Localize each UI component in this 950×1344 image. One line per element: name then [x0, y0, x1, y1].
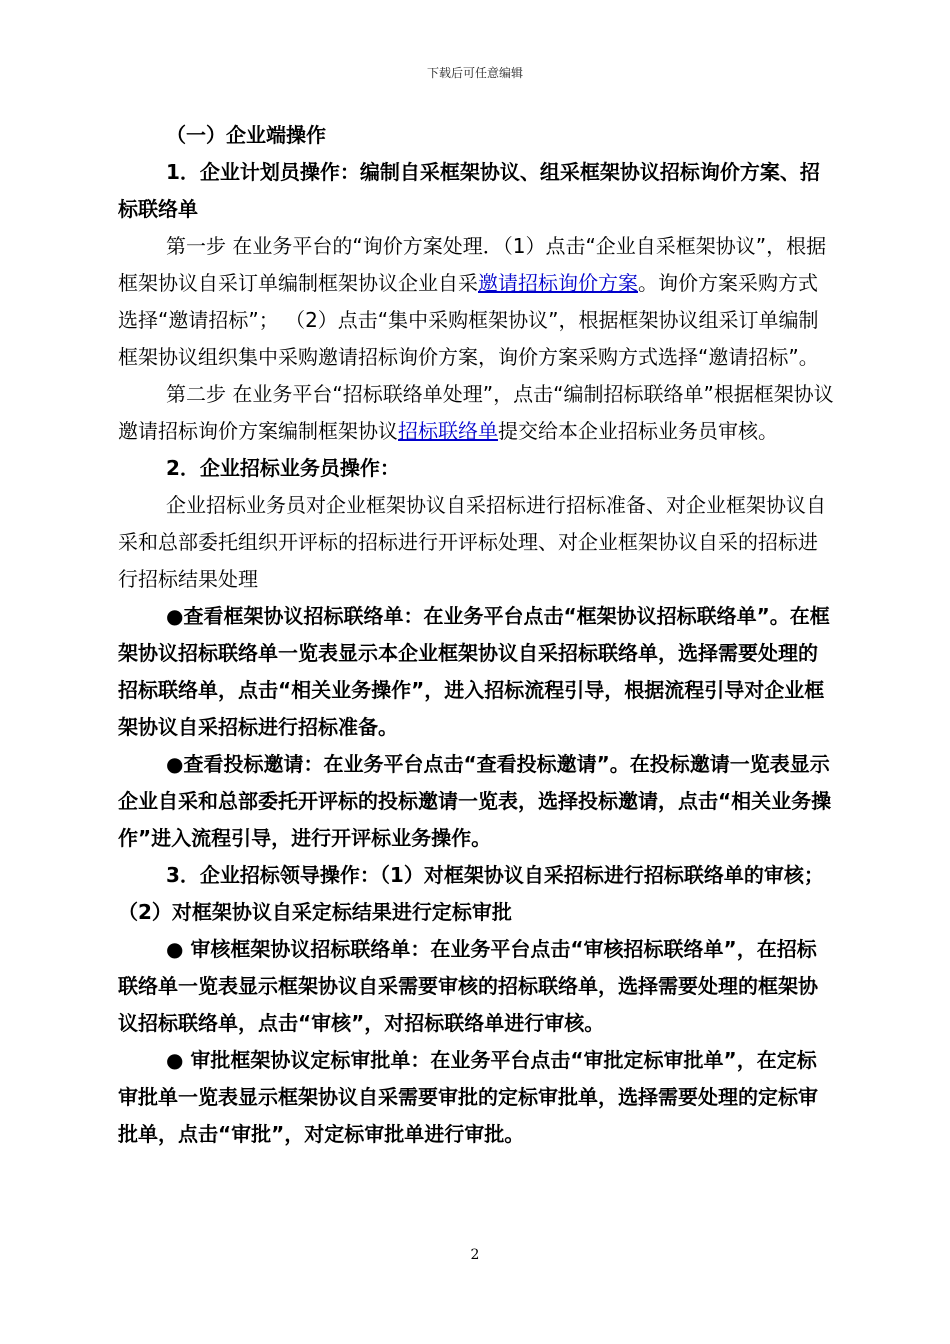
step-2-paragraph: [118, 376, 834, 450]
bullet-view-bid-invitation: ●查看投标邀请：在业务平台点击“查看投标邀请”。在投标邀请一览表显示企业自采和总部委托开评标的投标邀请一览表，选择投标邀请，点击“相关业务操作”进入流程引导，进行开评标业务操作。: [118, 752, 832, 850]
step-1-text-a: 第一步 在业务平台的“询价方案处理．（1）点击“企业自采框架协议”，根据框架协议自采订单编制框架协议企业自采: [118, 234, 827, 295]
item-2-title: 2．企业招标业务员操作：: [166, 456, 400, 480]
section-title: （一）企业端操作: [166, 123, 326, 147]
bullet-review-contact-sheet: ● 审核框架协议招标联络单：在业务平台点击“审核招标联络单”，在招标联络单一览表显示框架协议自采需要审核的招标联络单，选择需要处理的框架协议招标联络单，点击“审核”，对招标联络单进行审核。: [118, 937, 818, 1035]
document-body: [118, 117, 834, 1153]
step-2-text-a: 第二步 在业务平台“招标联络单处理”，点击“编制招标联络单”根据框架协议邀请招标询价方案编制框架协议: [118, 382, 834, 443]
page-number: 2: [470, 1247, 480, 1263]
step-2-text-b: 提交给本企业招标业务员审核。: [498, 419, 778, 443]
item-2-body: 企业招标业务员对企业框架协议自采招标进行招标准备、对企业框架协议自采和总部委托组织开评标的招标进行开评标处理、对企业框架协议自采的招标进行招标结果处理: [118, 493, 826, 591]
inquiry-plan-link[interactable]: 邀请招标询价方案: [478, 271, 638, 295]
item-3-title: 3．企业招标领导操作：（1）对框架协议自采招标进行招标联络单的审核；（2）对框架协议自采定标结果进行定标审批: [118, 863, 824, 924]
bid-contact-sheet-link[interactable]: 招标联络单: [398, 419, 498, 443]
page-header: 下载后可任意编辑: [426, 66, 523, 80]
item-1-title: 1．企业计划员操作：编制自采框架协议、组采框架协议招标询价方案、招标联络单: [118, 160, 820, 221]
bullet-approve-award-sheet: ● 审批框架协议定标审批单：在业务平台点击“审批定标审批单”，在定标审批单一览表显示框架协议自采需要审批的定标审批单，选择需要处理的定标审批单，点击“审批”，对定标审批单进行审批。: [118, 1048, 818, 1146]
step-1-paragraph: [118, 228, 834, 376]
bullet-view-contact-sheet: ●查看框架协议招标联络单：在业务平台点击“框架协议招标联络单”。在框架协议招标联络单一览表显示本企业框架协议自采招标联络单，选择需要处理的招标联络单，点击“相关业务操作”，进入招标流程引导，根据流程引导对企业框架协议自采招标进行招标准备。: [118, 604, 830, 739]
step-1-text-b: 。询价方案采购方式选择“邀请招标”； （2）点击“集中采购框架协议”，根据框架协议组采订单编制框架协议组织集中采购邀请招标询价方案，询价方案采购方式选择“邀请招标”。: [118, 271, 819, 369]
